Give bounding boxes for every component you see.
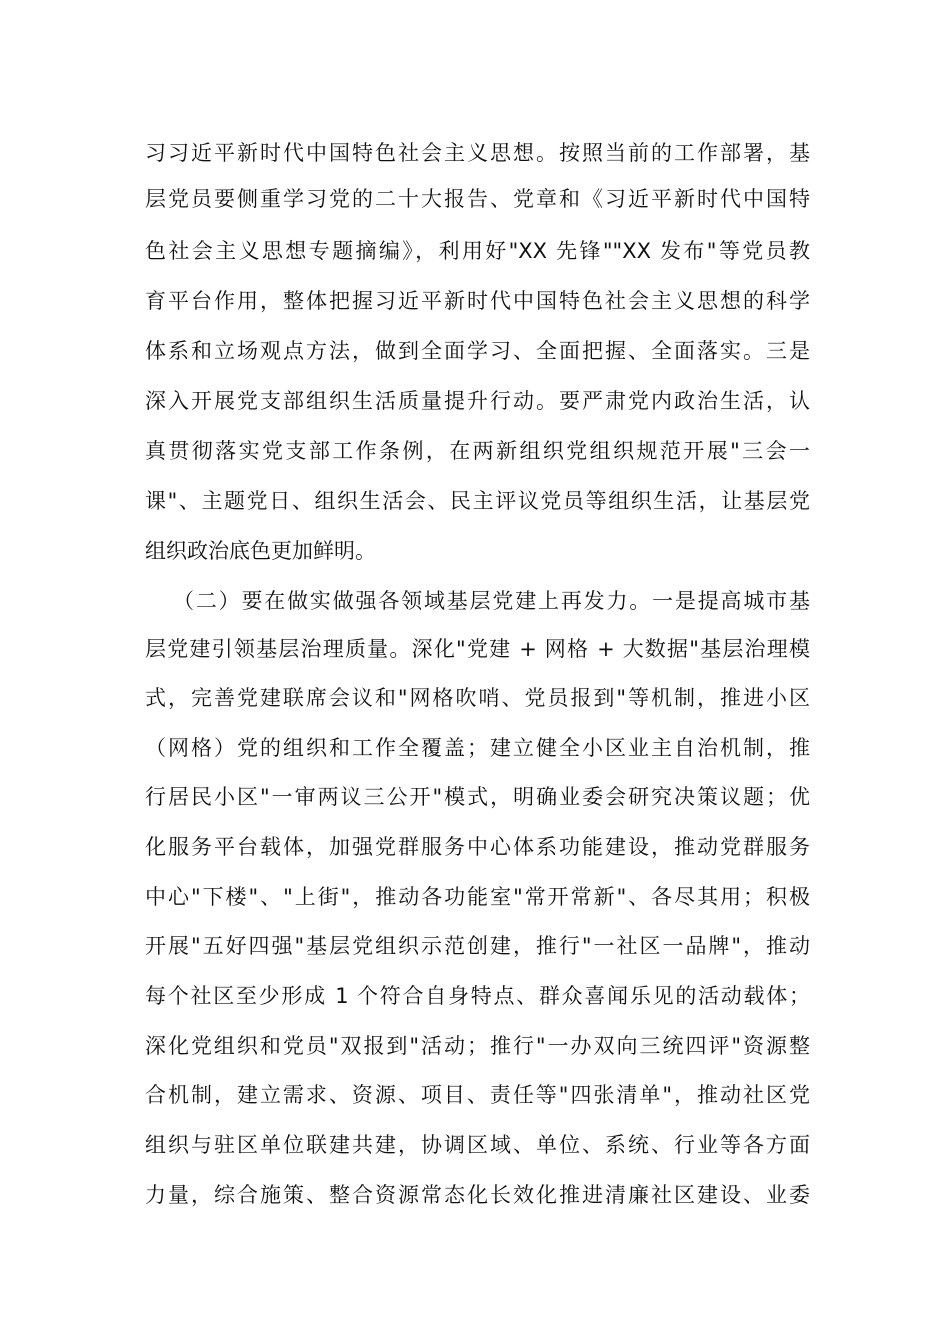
text-line: 式，完善党建联席会议和"网格吹哨、党员报到"等机制，推进小区 [145, 686, 810, 710]
text-line: 中心"下楼"、"上街"，推动各功能室"常开常新"、各尽其用；积极 [145, 885, 810, 909]
text-line: 真贯彻落实党支部工作条例，在两新组织党组织规范开展"三会一 [145, 439, 810, 463]
text-line: 体系和立场观点方法，做到全面学习、全面把握、全面落实。三是 [145, 339, 810, 363]
text-line: 行居民小区"一审两议三公开"模式，明确业委会研究决策议题；优 [145, 785, 810, 809]
text-line: 课"、主题党日、组织生活会、民主评议党员等组织生活，让基层党 [145, 489, 810, 513]
text-line: 组织政治底色更加鲜明。 [145, 539, 376, 563]
text-line: 力量，综合施策、整合资源常态化长效化推进清廉社区建设、业委 [145, 1183, 810, 1207]
text-line: 层党员要侧重学习党的二十大报告、党章和《习近平新时代中国特 [145, 187, 810, 211]
text-line: 组织与驻区单位联建共建，协调区域、单位、系统、行业等各方面 [145, 1133, 810, 1157]
text-line: 层党建引领基层治理质量。深化"党建 + 网格 + 大数据"基层治理模 [145, 637, 810, 661]
text-line: 深化党组织和党员"双报到"活动；推行"一办双向三统四评"资源整 [145, 1034, 810, 1058]
text-line: 每个社区至少形成 1 个符合自身特点、群众喜闻乐见的活动载体； [145, 984, 810, 1008]
text-line: 习习近平新时代中国特色社会主义思想。按照当前的工作部署，基 [145, 141, 810, 165]
text-line: （网格）党的组织和工作全覆盖；建立健全小区业主自治机制，推 [145, 736, 810, 760]
text-line: 开展"五好四强"基层党组织示范创建，推行"一社区一品牌"，推动 [145, 934, 810, 958]
text-line: 深入开展党支部组织生活质量提升行动。要严肃党内政治生活，认 [145, 389, 810, 413]
text-line: 育平台作用，整体把握习近平新时代中国特色社会主义思想的科学 [145, 289, 810, 313]
text-line: 合机制，建立需求、资源、项目、责任等"四张清单"，推动社区党 [145, 1083, 810, 1107]
text-line: 色社会主义思想专题摘编》，利用好"XX 先锋""XX 发布"等党员教 [145, 239, 810, 263]
paragraph-heading-line: （二）要在做实做强各领域基层党建上再发力。一是提高城市基 [173, 589, 810, 613]
text-line: 化服务平台载体，加强党群服务中心体系功能建设，推动党群服务 [145, 835, 810, 859]
